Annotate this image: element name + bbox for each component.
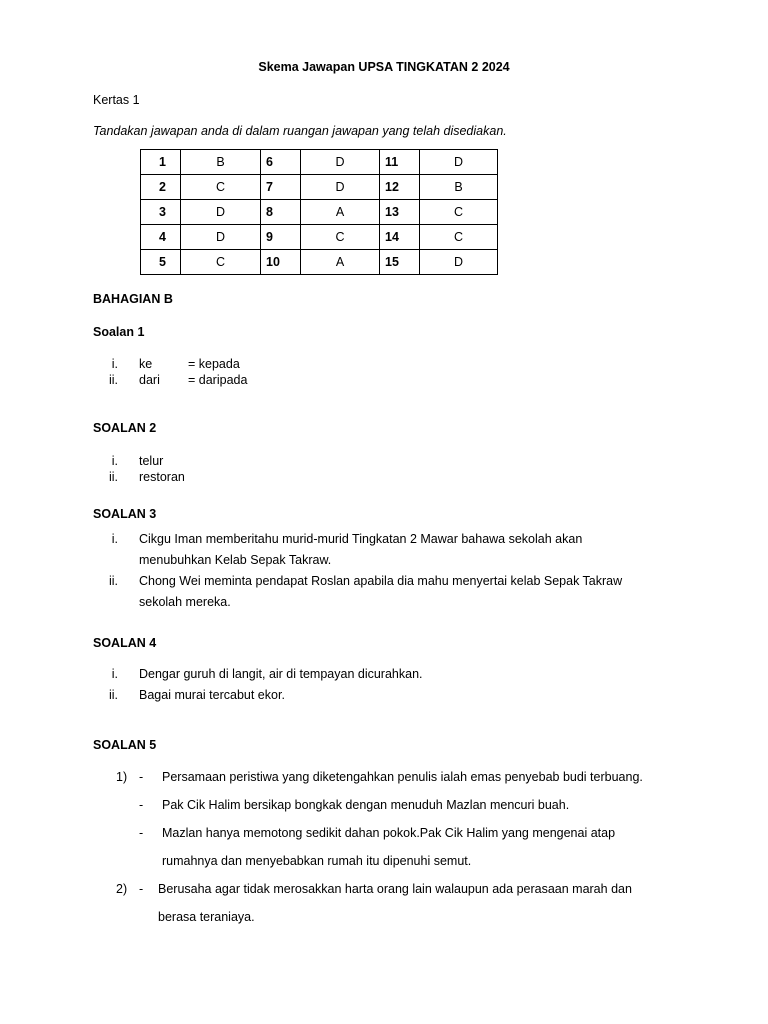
- soalan5-point4-line1: Berusaha agar tidak merosakkan harta orang lain walaupun ada perasaan marah dan: [158, 882, 632, 896]
- soalan5-point3-line2: rumahnya dan menyebabkan rumah itu dipenuhi semut.: [162, 854, 472, 868]
- soalan1-item1-word: ke: [139, 357, 153, 371]
- soalan3-item2-num: ii.: [108, 574, 118, 588]
- soalan3-item2-line2: sekolah mereka.: [139, 595, 231, 609]
- answer-letter: D: [420, 150, 498, 175]
- soalan4-heading: SOALAN 4: [93, 636, 157, 650]
- answer-letter: A: [301, 250, 380, 275]
- soalan3-item1-line1: Cikgu Iman memberitahu murid-murid Tingkatan 2 Mawar bahawa sekolah akan: [139, 532, 583, 546]
- soalan3-item1-line2: menubuhkan Kelab Sepak Takraw.: [139, 553, 332, 567]
- bahagian-b-heading: BAHAGIAN B: [93, 292, 173, 306]
- soalan2-item1-text: telur: [139, 454, 164, 468]
- answer-letter: D: [420, 250, 498, 275]
- kertas-label: Kertas 1: [93, 93, 140, 107]
- soalan5-point3-line1: Mazlan hanya memotong sedikit dahan pokok.Pak Cik Halim yang mengenai atap: [162, 826, 616, 840]
- soalan5-point2: Pak Cik Halim bersikap bongkak dengan menuduh Mazlan mencuri buah.: [162, 798, 570, 812]
- answer-letter: C: [181, 175, 261, 200]
- soalan5-dash2: -: [139, 798, 144, 812]
- question-number: 1: [141, 150, 181, 175]
- soalan2-heading: SOALAN 2: [93, 421, 157, 435]
- soalan4-item2-num: ii.: [108, 688, 118, 702]
- soalan2-item2-num: ii.: [108, 470, 118, 484]
- question-number: 13: [380, 200, 420, 225]
- answer-letter: D: [181, 225, 261, 250]
- question-number: 6: [261, 150, 301, 175]
- answer-letter: C: [420, 200, 498, 225]
- soalan5-point1: Persamaan peristiwa yang diketengahkan penulis ialah emas penyebab budi terbuang.: [162, 770, 643, 784]
- question-number: 11: [380, 150, 420, 175]
- instruction-text: Tandakan jawapan anda di dalam ruangan jawapan yang telah disediakan.: [93, 124, 507, 138]
- answer-letter: B: [420, 175, 498, 200]
- soalan5-num2: 2): [116, 882, 128, 896]
- question-number: 3: [141, 200, 181, 225]
- soalan1-heading: Soalan 1: [93, 325, 145, 339]
- answer-letter: B: [181, 150, 261, 175]
- question-number: 9: [261, 225, 301, 250]
- question-number: 14: [380, 225, 420, 250]
- soalan3-item2-line1: Chong Wei meminta pendapat Roslan apabila dia mahu menyertai kelab Sepak Takraw: [139, 574, 623, 588]
- question-number: 2: [141, 175, 181, 200]
- soalan2-item2-text: restoran: [139, 470, 185, 484]
- answer-table: [140, 149, 498, 275]
- question-number: 12: [380, 175, 420, 200]
- soalan5-num1: 1): [116, 770, 128, 784]
- soalan3-item1-num: i.: [111, 532, 118, 546]
- soalan1-item2-meaning: = daripada: [188, 373, 248, 387]
- soalan4-item2-text: Bagai murai tercabut ekor.: [139, 688, 285, 702]
- soalan1-item2-num: ii.: [108, 373, 118, 387]
- answer-letter: D: [301, 175, 380, 200]
- soalan5-dash4: -: [139, 882, 144, 896]
- soalan5-dash3: -: [139, 826, 144, 840]
- soalan1-item1-meaning: = kepada: [188, 357, 240, 371]
- answer-row: [141, 150, 498, 175]
- answer-row: [141, 175, 498, 200]
- question-number: 10: [261, 250, 301, 275]
- soalan4-item1-text: Dengar guruh di langit, air di tempayan dicurahkan.: [139, 667, 423, 681]
- answer-row: [141, 225, 498, 250]
- answer-row: [141, 250, 498, 275]
- soalan5-dash1: -: [139, 770, 144, 784]
- answer-row: [141, 200, 498, 225]
- soalan4-item1-num: i.: [111, 667, 118, 681]
- soalan1-item1-num: i.: [111, 357, 118, 371]
- answer-letter: D: [301, 150, 380, 175]
- answer-letter: D: [181, 200, 261, 225]
- soalan5-point4-line2: berasa teraniaya.: [158, 910, 255, 924]
- question-number: 7: [261, 175, 301, 200]
- soalan2-item1-num: i.: [111, 454, 118, 468]
- answer-letter: C: [181, 250, 261, 275]
- answer-letter: C: [301, 225, 380, 250]
- soalan5-heading: SOALAN 5: [93, 738, 157, 752]
- question-number: 8: [261, 200, 301, 225]
- document-title: Skema Jawapan UPSA TINGKATAN 2 2024: [258, 60, 510, 74]
- answer-letter: A: [301, 200, 380, 225]
- question-number: 4: [141, 225, 181, 250]
- soalan3-heading: SOALAN 3: [93, 507, 157, 521]
- question-number: 5: [141, 250, 181, 275]
- soalan1-item2-word: dari: [139, 373, 160, 387]
- answer-letter: C: [420, 225, 498, 250]
- question-number: 15: [380, 250, 420, 275]
